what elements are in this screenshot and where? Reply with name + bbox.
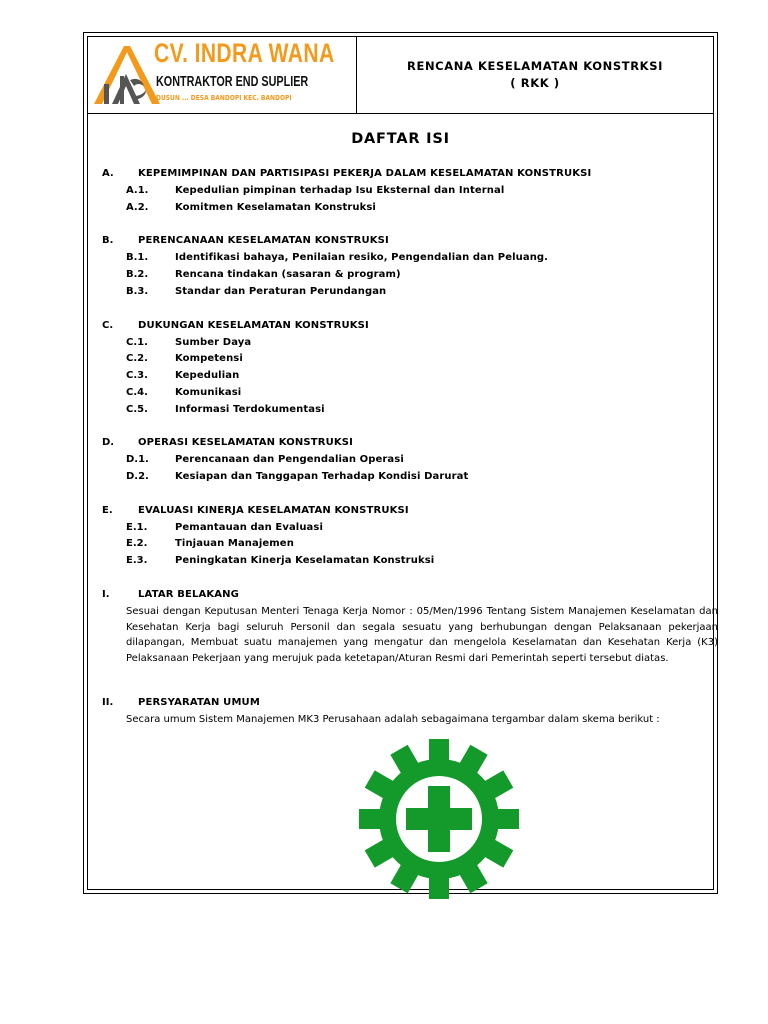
item-number: E.1. (126, 522, 148, 533)
item-number: B.2. (126, 269, 149, 280)
item-text: Kepedulian pimpinan terhadap Isu Eksternal dan Internal (175, 185, 505, 196)
item-text: Kesiapan dan Tanggapan Terhadap Kondisi Darurat (175, 471, 469, 482)
item-text: Tinjauan Manajemen (175, 538, 294, 549)
item-number: B.1. (126, 252, 149, 263)
section-title: DUKUNGAN KESELAMATAN KONSTRUKSI (138, 320, 369, 331)
item-text: Identifikasi bahaya, Penilaian resiko, Pengendalian dan Peluang. (175, 252, 549, 263)
document-subtitle: ( RKK ) (510, 76, 560, 90)
k3-safety-gear-cross-icon (357, 737, 521, 901)
item-number: D.2. (126, 471, 149, 482)
chapter-body-latar-belakang: Sesuai dengan Keputusan Menteri Tenaga Kerja Nomor : 05/Men/1996 Tentang Sistem Manajemen Keselamatan dan Kesehatan Kerja bagi seluruh Personil dan segala sesuatu yang berhubungan dengan Pelaksanaan pekerjaan dilapangan, Membuat suatu manajemen yang mengatur dan mengelola Keselamatan dan Kesehatan Kerja (K3) Pelaksanaan Pekerjaan yang merujuk pada ketetapan/Aturan Resmi dari Pemerintah seperti tersebut diatas. (126, 606, 718, 664)
item-number: E.3. (126, 555, 148, 566)
section-title: KEPEMIMPINAN DAN PARTISIPASI PEKERJA DALAM KESELAMATAN KONSTRUKSI (138, 168, 592, 179)
section-letter: C. (102, 320, 114, 331)
item-text: Perencanaan dan Pengendalian Operasi (175, 454, 404, 465)
item-number: E.2. (126, 538, 148, 549)
item-text: Peningkatan Kinerja Keselamatan Konstruksi (175, 555, 435, 566)
item-text: Sumber Daya (175, 337, 252, 348)
section-letter: B. (102, 235, 114, 246)
item-number: B.3. (126, 286, 149, 297)
section-letter: A. (102, 168, 114, 179)
chapter-number: II. (102, 697, 114, 708)
chapter-title: LATAR BELAKANG (138, 589, 240, 600)
company-name: CV. INDRA WANA (154, 38, 335, 68)
item-text: Komunikasi (175, 387, 242, 398)
item-text: Komitmen Keselamatan Konstruksi (175, 202, 376, 213)
section-title: EVALUASI KINERJA KESELAMATAN KONSTRUKSI (138, 505, 409, 516)
item-text: Kepedulian (175, 370, 240, 381)
company-address: DUSUN ... DESA BANDOPI KEC. BANDOPI (156, 94, 292, 102)
chapter-number: I. (102, 589, 110, 600)
chapter-body-persyaratan-umum: Secara umum Sistem Manajemen MK3 Perusahaan adalah sebagaimana tergambar dalam skema berikut : (126, 714, 660, 725)
item-number: C.4. (126, 387, 148, 398)
company-tagline: KONTRAKTOR END SUPLIER (156, 73, 309, 90)
section-title: PERENCANAAN KESELAMATAN KONSTRUKSI (138, 235, 389, 246)
document-title: RENCANA KESELAMATAN KONSTRKSI (407, 59, 663, 73)
item-number: C.1. (126, 337, 148, 348)
item-number: C.5. (126, 404, 148, 415)
toc-content (88, 37, 718, 889)
chapter-title: PERSYARATAN UMUM (138, 697, 260, 708)
item-text: Informasi Terdokumentasi (175, 404, 325, 415)
item-text: Pemantauan dan Evaluasi (175, 522, 323, 533)
document-inner-frame (87, 36, 718, 890)
section-title: OPERASI KESELAMATAN KONSTRUKSI (138, 437, 353, 448)
section-letter: D. (102, 437, 115, 448)
section-letter: E. (102, 505, 113, 516)
item-number: C.2. (126, 353, 148, 364)
item-text: Rencana tindakan (sasaran & program) (175, 269, 401, 280)
item-number: C.3. (126, 370, 148, 381)
cross-horizontal (406, 808, 472, 830)
item-number: A.2. (126, 202, 149, 213)
document-frame (83, 32, 718, 894)
item-number: A.1. (126, 185, 149, 196)
item-text: Standar dan Peraturan Perundangan (175, 286, 387, 297)
toc-title: DAFTAR ISI (351, 131, 450, 147)
item-text: Kompetensi (175, 353, 243, 364)
item-number: D.1. (126, 454, 149, 465)
